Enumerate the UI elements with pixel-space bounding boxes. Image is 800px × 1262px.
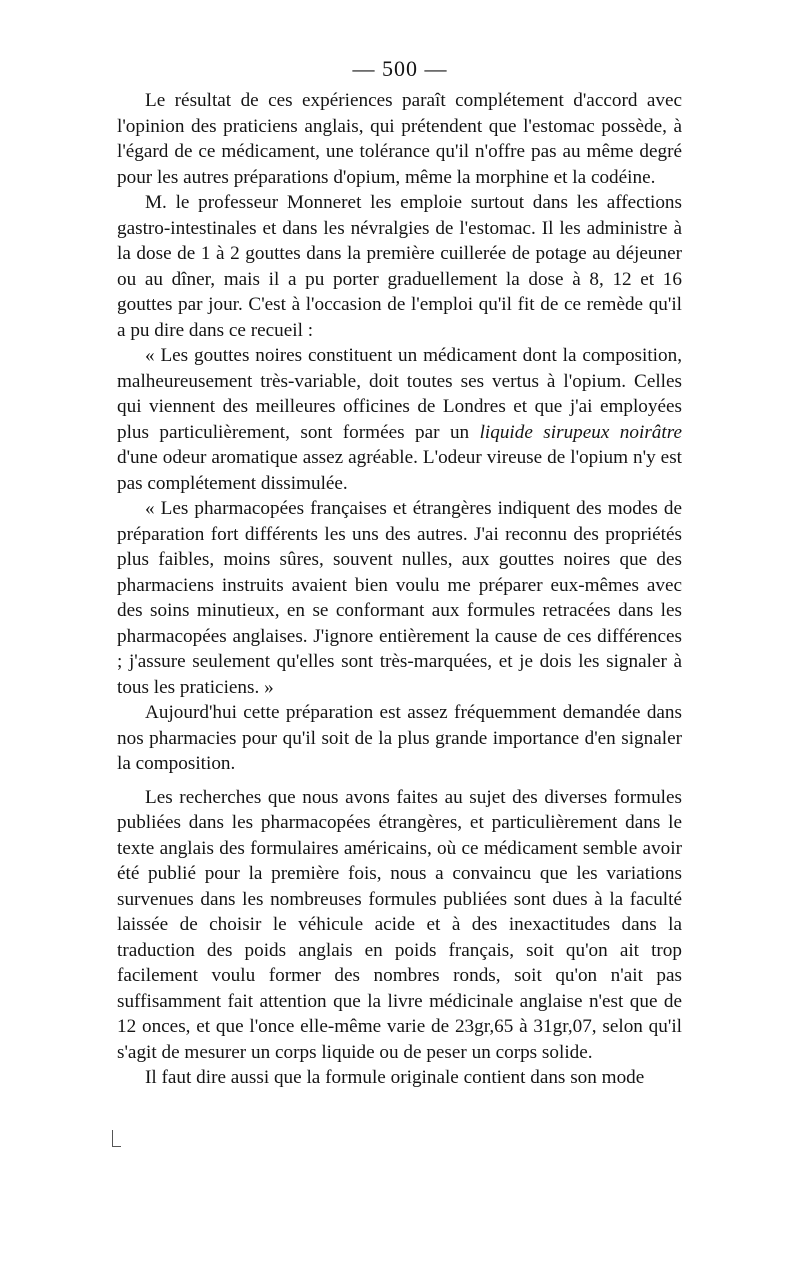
paragraph-quote-black-drops [117, 343, 682, 496]
page-number: — 500 — [352, 56, 448, 81]
quote-text-end: d'une odeur aromatique assez agréable. L'odeur vireuse de l'opium n'y est pas complétement dissimulée. [117, 447, 682, 494]
paragraph-quote-pharmacopoeias: « Les pharmacopées françaises et étrangères indiquent des modes de préparation fort différents les uns des autres. J'ai reconnu des propriétés plus faibles, moins sûres, souvent nulles, aux gouttes noires que des pharmaciens instruits avaient bien voulu me préparer eux-mêmes avec des soins minutieux, en se conformant aux formules retracées dans les pharmacopées anglaises. J'ignore entièrement la cause de ces différences ; j'assure seulement qu'elles sont très-marquées, et je dois les signaler à tous les praticiens. » [117, 498, 682, 698]
paragraph-research: Les recherches que nous avons faites au sujet des diverses formules publiées dans les pharmacopées étrangères, et particulièrement dans le texte anglais des formulaires américains, où ce médicament semble avoir été publié pour la première fois, nous a convaincu que les variations survenues dans les nombreuses formules publiées sont dues à la faculté laissée de choisir le véhicule acide et à des inexactitudes dans la traduction des poids anglais en poids français, soit qu'on ait trop facilement voulu former des nombres ronds, soit qu'on n'ait pas suffisamment fait attention que la livre médicinale anglaise n'est que de 12 onces, et que l'once elle-même varie de 23gr,65 à 31gr,07, selon qu'il s'agit de mesurer un corps liquide ou de peser un corps solide. [117, 786, 682, 1063]
quote-text-start: « Les gouttes noires constituent un médicament dont la composition, malheureusement très-variable, doit toutes ses vertus à l'opium. Celles qui viennent des meilleures officines de Londres et que j'ai employées plus particulièrement, sont formées par un [117, 345, 682, 443]
paragraph-monneret: M. le professeur Monneret les emploie surtout dans les affections gastro-intestinales et dans les névralgies de l'estomac. Il les administre à la dose de 1 à 2 gouttes dans la première cuillerée de potage au déjeuner ou au dîner, mais il a pu porter graduellement la dose à 8, 12 et 16 gouttes par jour. C'est à l'occasion de l'emploi qu'il fit de ce remède qu'il a pu dire dans ce recueil : [117, 192, 682, 341]
paragraph-tolerance: Le résultat de ces expériences paraît complétement d'accord avec l'opinion des praticiens anglais, qui prétendent que l'estomac possède, à l'égard de ce médicament, une tolérance qu'il n'offre pas au même degré pour les autres préparations d'opium, même la morphine et la codéine. [117, 90, 682, 188]
margin-mark [112, 1130, 121, 1147]
paragraph-today: Aujourd'hui cette préparation est assez fréquemment demandée dans nos pharmacies pour qu'il soit de la plus grande importance d'en signaler la composition. [117, 702, 682, 774]
body-text [117, 88, 682, 1091]
paragraph-original-formula: Il faut dire aussi que la formule originale contient dans son mode [145, 1067, 645, 1088]
quote-italic-phrase: liquide sirupeux noirâtre [479, 421, 682, 443]
